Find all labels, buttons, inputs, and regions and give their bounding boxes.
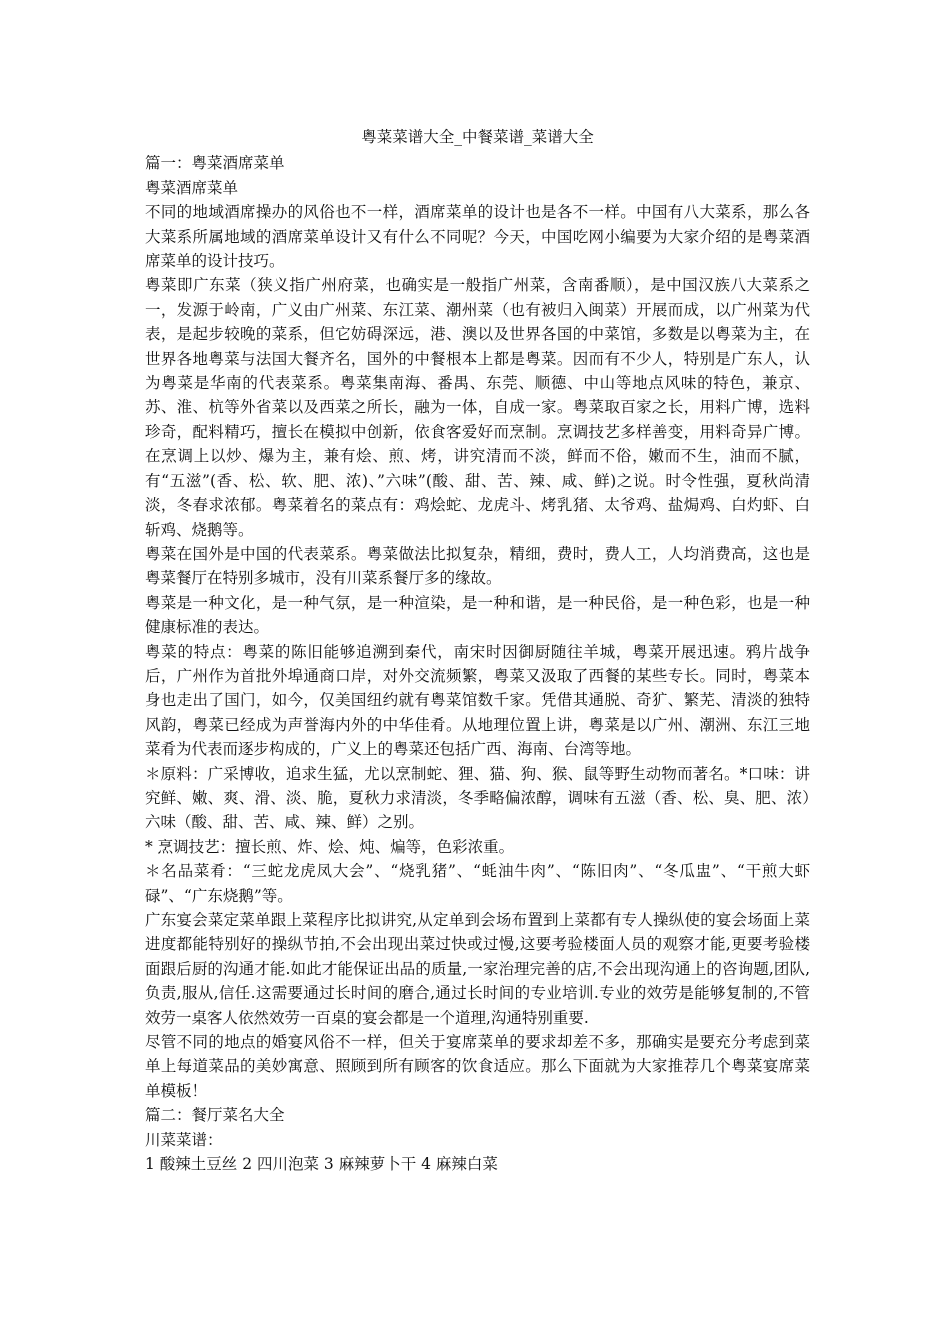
paragraph: 不同的地域酒席操办的风俗也不一样，酒席菜单的设计也是各不一样。中国有八大菜系，那么各大菜系所属地域的酒席菜单设计又有什么不同呢？今天，中国吃网小编要为大家介绍的是粤菜酒席菜单的设计技巧。 — [145, 203, 810, 271]
section-heading: 篇一：粤菜酒席菜单 — [145, 154, 285, 173]
document-body — [145, 125, 810, 1176]
list-item: 1 酸辣土豆丝 2 四川泡菜 3 麻辣萝卜干 4 麻辣白菜 — [145, 1155, 498, 1174]
subheading: 粤菜酒席菜单 — [145, 178, 239, 197]
paragraph: ＊名品菜肴：“三蛇龙虎凤大会”、“烧乳猪”、“蚝油牛肉”、“陈旧肉”、“冬瓜盅”、“干煎大虾碌”、“广东烧鹅”等。 — [145, 862, 810, 905]
paragraph: 粤菜是一种文化，是一种气氛，是一种渲染，是一种和谐，是一种民俗，是一种色彩，也是一种健康标准的表达。 — [145, 593, 810, 637]
paragraph: 粤菜在国外是中国的代表菜系。粤菜做法比拟复杂，精细，费时，费人工，人均消费高，这也是粤菜餐厅在特别多城市，没有川菜系餐厅多的缘故。 — [145, 544, 810, 588]
section-heading: 篇二：餐厅菜名大全 — [145, 1106, 285, 1125]
paragraph: 粤菜即广东菜（狭义指广州府菜，也确实是一般指广州菜，含南番顺），是中国汉族八大菜系之一，发源于岭南，广义由广州菜、东江菜、潮州菜（也有被归入闽菜）开展而成，以广州菜为代表，是起步较晚的菜系，但它妨碍深远，港、澳以及世界各国的中菜馆，多数是以粤菜为主，在世界各地粤菜与法国大餐齐名，国外的中餐根本上都是粤菜。因而有不少人，特别是广东人，认为粤菜是华南的代表菜系。粤菜集南海、番禺、东莞、顺德、中山等地点风味的特色，兼京、苏、淮、杭等外省菜以及西菜之所长，融为一体，自成一家。粤菜取百家之长，用料广博，选料珍奇，配料精巧，擅长在模拟中创新，依食客爱好而烹制。烹调技艺多样善变，用料奇异广博。在烹调上以炒、爆为主，兼有烩、煎、烤，讲究清而不淡，鲜而不俗，嫩而不生，油而不腻，有“五滋”(香、松、软、肥、浓)、”六味”(酸、甜、苦、辣、咸、鲜)之说。时令性强，夏秋尚清淡，冬春求浓郁。粤菜着名的菜点有：鸡烩蛇、龙虎斗、烤乳猪、太爷鸡、盐焗鸡、白灼虾、白斩鸡、烧鹅等。 — [145, 276, 810, 539]
paragraph: 粤菜的特点：粤菜的陈旧能够追溯到秦代，南宋时因御厨随往羊城，粤菜开展迅速。鸦片战争后，广州作为首批外埠通商口岸，对外交流频繁，粤菜又汲取了西餐的某些专长。同时，粤菜本身也走出了国门，如今，仅美国纽约就有粤菜馆数千家。凭借其通脱、奇犷、繁芜、清淡的独特风韵，粤菜已经成为声誉海内外的中华佳肴。从地理位置上讲，粤菜是以广州、潮洲、东江三地菜肴为代表而逐步构成的，广义上的粤菜还包括广西、海南、台湾等地。 — [145, 642, 810, 759]
paragraph: 尽管不同的地点的婚宴风俗不一样，但关于宴席菜单的要求却差不多，那确实是要充分考虑到菜单上每道菜品的美妙寓意、照顾到所有顾客的饮食适应。那么下面就为大家推荐几个粤菜宴席菜单模板！ — [145, 1033, 810, 1100]
document-title: 粤菜菜谱大全_中餐菜谱_菜谱大全 — [361, 128, 594, 146]
paragraph: ＊原料：广采博收，追求生猛，尤以烹制蛇、狸、猫、狗、猴、鼠等野生动物而著名。*口味：讲究鲜、嫩、爽、滑、淡、脆，夏秋力求清淡，冬季略偏浓醇，调味有五滋（香、松、臭、肥、浓）六味（酸、甜、苦、咸、辣、鲜）之别。 — [145, 764, 810, 832]
subheading: 川菜菜谱： — [145, 1130, 223, 1149]
paragraph: * 烹调技艺：擅长煎、炸、烩、炖、煸等，色彩浓重。 — [145, 837, 515, 856]
paragraph: 广东宴会菜定菜单跟上菜程序比拟讲究,从定单到会场布置到上菜都有专人操纵使的宴会场面上菜进度都能特别好的操纵节拍,不会出现出菜过快或过慢,这要考验楼面人员的观察才能,更要考验楼面跟后厨的沟通才能.如此才能保证出品的质量,一家治理完善的店,不会出现沟通上的咨询题,团队,负责,服从,信任.这需要通过长时间的磨合,通过长时间的专业培训.专业的效劳是能够复制的,不管效劳一桌客人依然效劳一百桌的宴会都是一个道理,沟通特别重要. — [145, 911, 810, 1027]
